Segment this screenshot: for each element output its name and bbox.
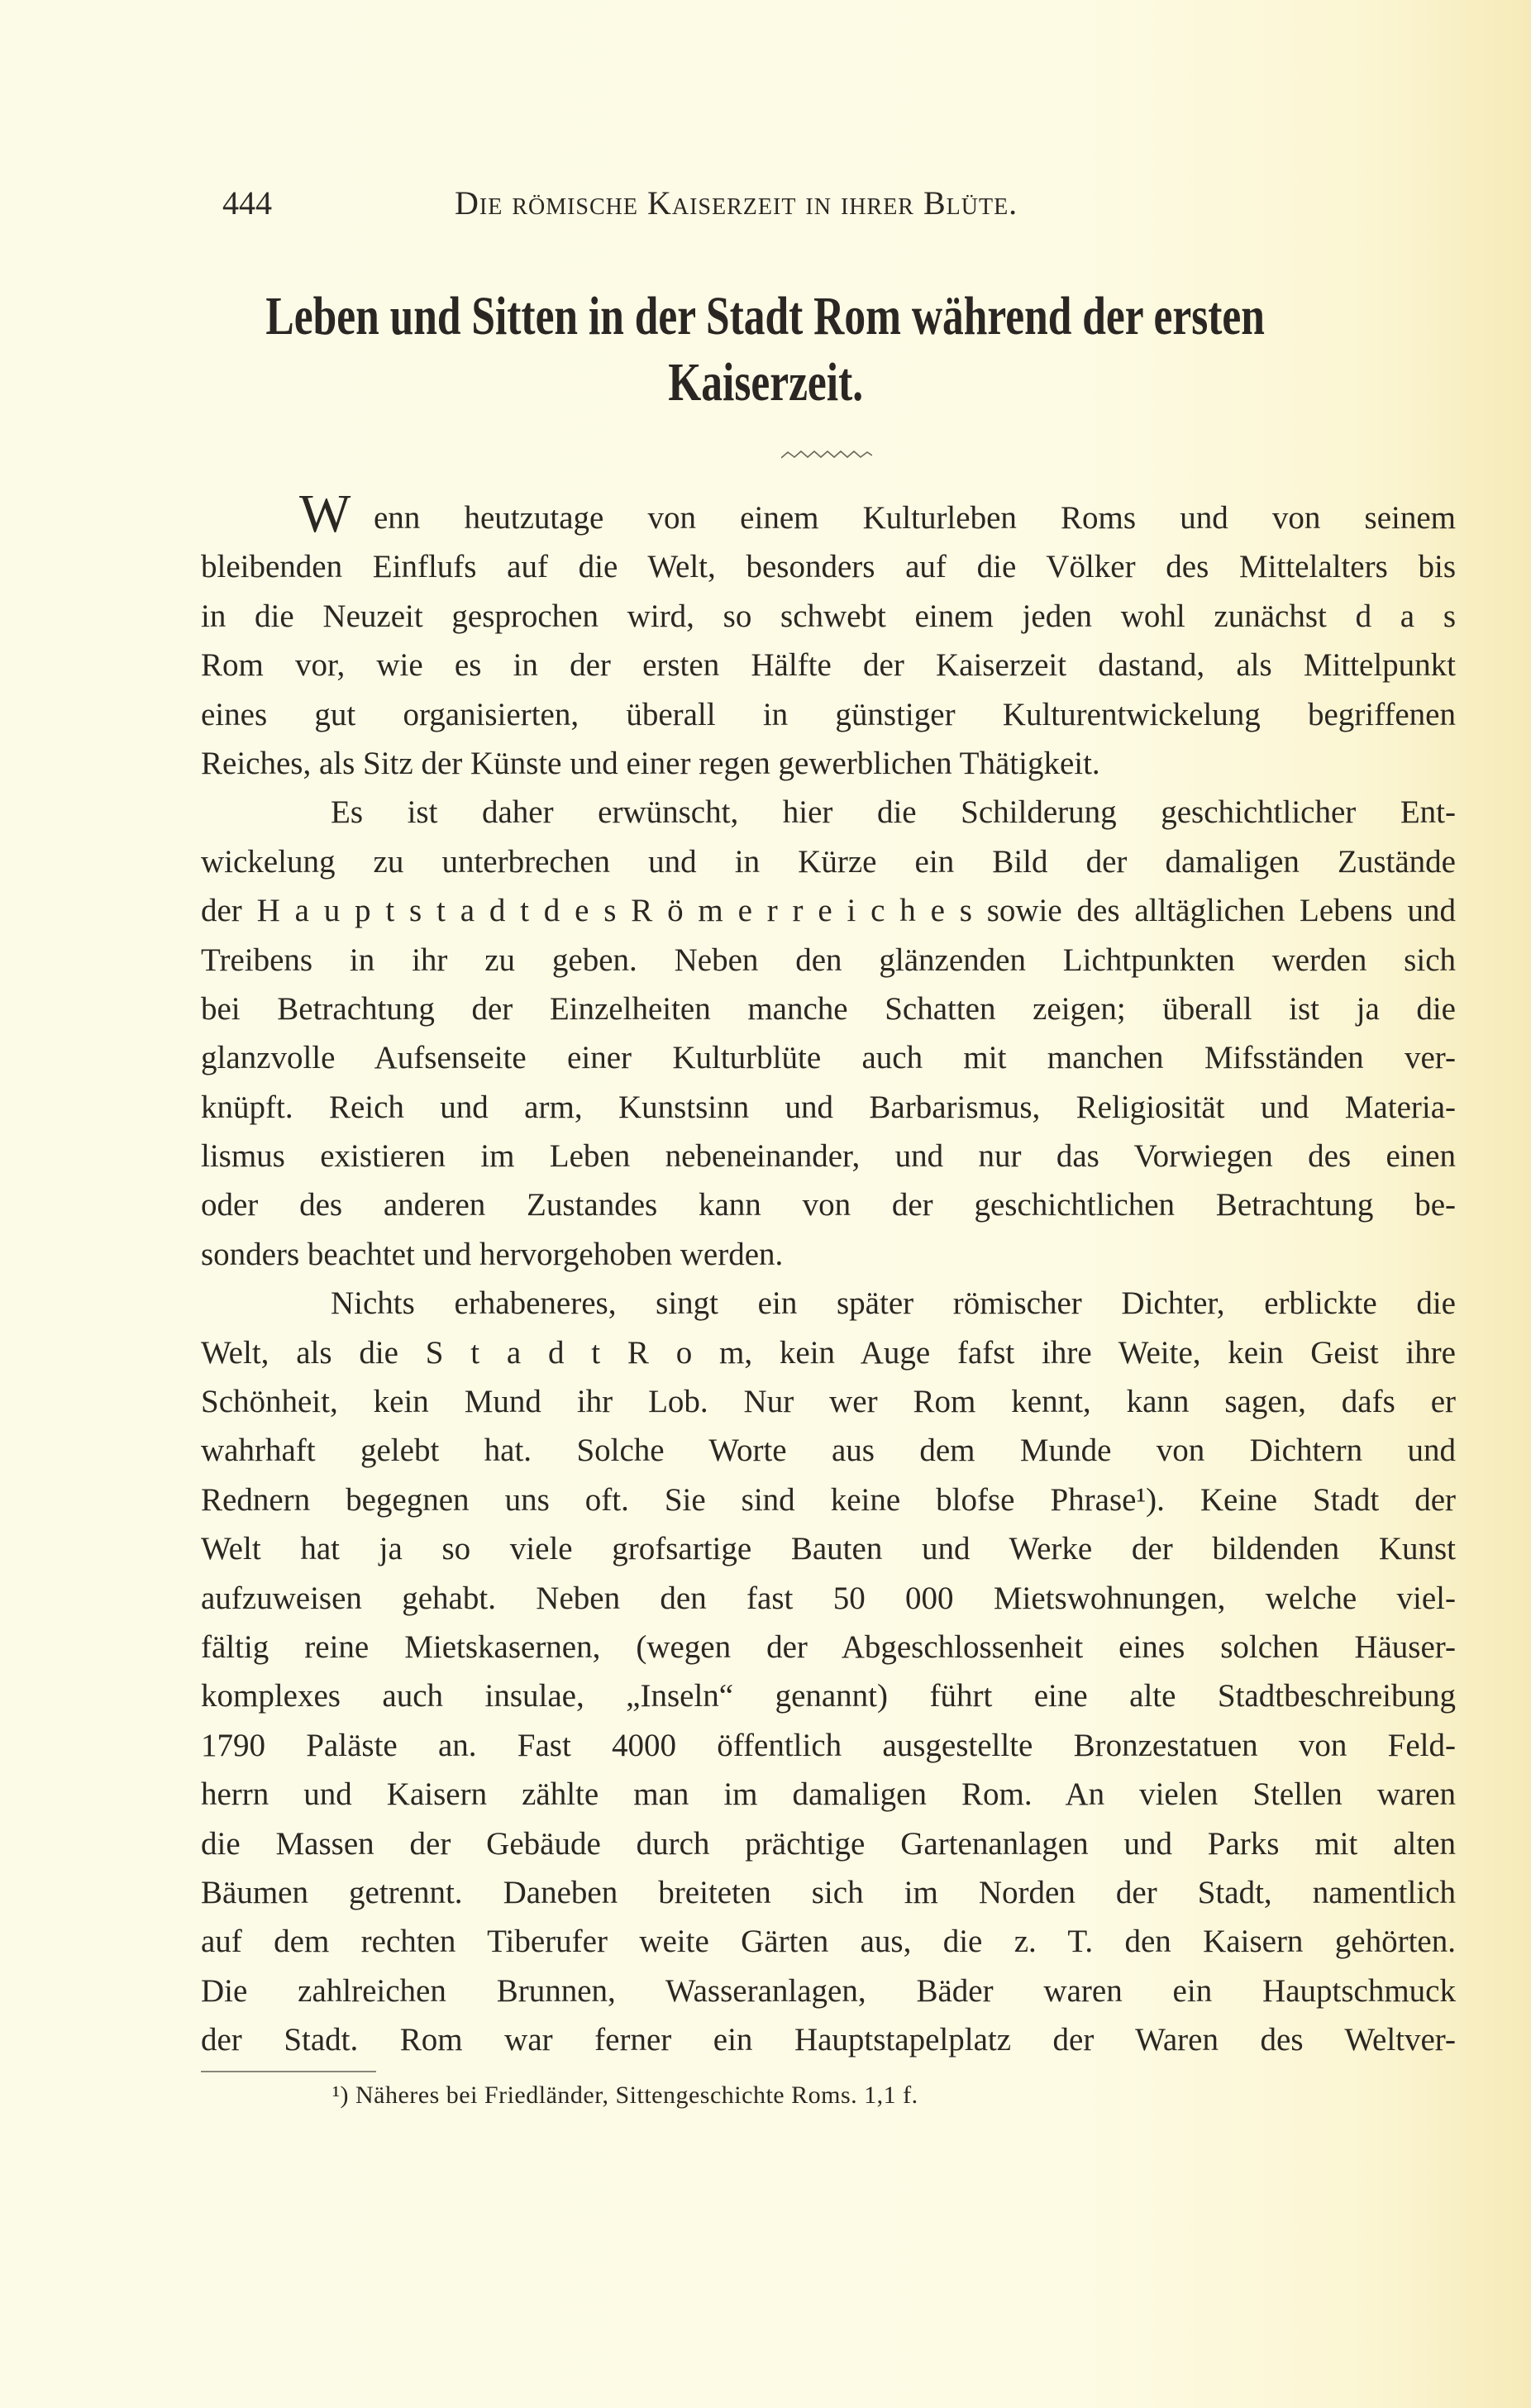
text-line: herrn und Kaisern zählte man im damaligen Rom. An vielen Stellen waren [201,1776,1456,1813]
text-line: in die Neuzeit gesprochen wird, so schwebt einem jeden wohl zunächst d a s [201,598,1456,634]
text-line: die Massen der Gebäude durch prächtige Gartenanlagen und Parks mit alten [201,1825,1456,1862]
text-line: Welt hat ja so viele grofsartige Bauten und Werke der bildenden Kunst [201,1531,1456,1567]
text-line: glanzvolle Aufsenseite einer Kulturblüte auch mit manchen Mifsständen ver- [201,1040,1456,1076]
drop-cap: W [299,484,351,544]
text-line: Treibens in ihr zu geben. Neben den glänzenden Lichtpunkten werden sich [201,942,1456,978]
text-line: Rom vor, wie es in der ersten Hälfte der Kaiserzeit dastand, als Mittelpunkt [201,647,1456,684]
text-line [201,484,1456,544]
text-line: Bäumen getrennt. Daneben breiteten sich im Norden der Stadt, namentlich [201,1874,1456,1910]
chapter-title-text: Leben und Sitten in der Stadt Rom während der ersten [265,286,1266,346]
chapter-title-line-1 [0,285,1531,348]
body-text [201,484,1456,2065]
text-line-content: enn heutzutage von einem Kulturleben Roms und von seinem [374,500,1456,536]
text-line: Schönheit, kein Mund ihr Lob. Nur wer Rom kennt, kann sagen, dafs er [201,1384,1456,1420]
wavy-ornament-icon [781,449,872,460]
text-line: Welt, als die S t a d t R o m, kein Auge fafst ihre Weite, kein Geist ihre [201,1334,1456,1371]
text-line: eines gut organisierten, überall in günstiger Kulturentwickelung begriffenen [201,696,1456,732]
text-line: der Stadt. Rom war ferner ein Hauptstapelplatz der Waren des Weltver- [201,2022,1456,2058]
text-line: Reiches, als Sitz der Künste und einer regen gewerblichen Thätigkeit. [201,745,1100,781]
footnote: ¹) Näheres bei Friedländer, Sittengeschichte Roms. 1,1 f. [332,2081,918,2109]
text-line: 1790 Paläste an. Fast 4000 öffentlich ausgestellte Bronzestatuen von Feld- [201,1727,1456,1763]
text-line: lismus existieren im Leben nebeneinander, und nur das Vorwiegen des einen [201,1138,1456,1175]
text-line: oder des anderen Zustandes kann von der geschichtlichen Betrachtung be- [201,1187,1456,1223]
text-line: Rednern begegnen uns oft. Sie sind keine blofse Phrase¹). Keine Stadt der [201,1481,1456,1518]
text-line: bleibenden Einflufs auf die Welt, besonders auf die Völker des Mittelalters bis [201,549,1456,585]
footnote-rule [201,2071,376,2072]
text-line: wahrhaft gelebt hat. Solche Worte aus dem Munde von Dichtern und [201,1433,1456,1469]
text-line: fältig reine Mietskasernen, (wegen der Abgeschlossenheit eines solchen Häuser- [201,1628,1456,1665]
text-line: auf dem rechten Tiberufer weite Gärten aus, die z. T. den Kaisern gehörten. [201,1924,1456,1960]
text-line: der H a u p t s t a d t d e s R ö m e r r e i c h e s sowie des alltäglichen Lebens und [201,893,1456,929]
chapter-title-text: Kaiserzeit. [668,352,863,412]
text-line: knüpft. Reich und arm, Kunstsinn und Barbarismus, Religiosität und Materia- [201,1089,1456,1125]
chapter-title-line-2 [0,351,1531,414]
page-number: 444 [222,184,272,222]
text-line: sonders beachtet und hervorgehoben werden. [201,1236,784,1272]
text-line: Nichts erhabeneres, singt ein später römischer Dichter, erblickte die [331,1285,1456,1322]
text-line: aufzuweisen gehabt. Neben den fast 50 000 Mietswohnungen, welche viel- [201,1580,1456,1616]
running-head: Die römische Kaiserzeit in ihrer Blüte. [455,184,1018,222]
text-line: wickelung zu unterbrechen und in Kürze ein Bild der damaligen Zustände [201,843,1456,880]
text-line: Die zahlreichen Brunnen, Wasseranlagen, Bäder waren ein Hauptschmuck [201,1972,1456,2009]
text-line: Es ist daher erwünscht, hier die Schilderung geschichtlicher Ent- [331,794,1456,831]
text-line: komplexes auch insulae, „Inseln“ genannt) führt eine alte Stadtbeschreibung [201,1678,1456,1714]
text-line: bei Betrachtung der Einzelheiten manche Schatten zeigen; überall ist ja die [201,990,1456,1027]
